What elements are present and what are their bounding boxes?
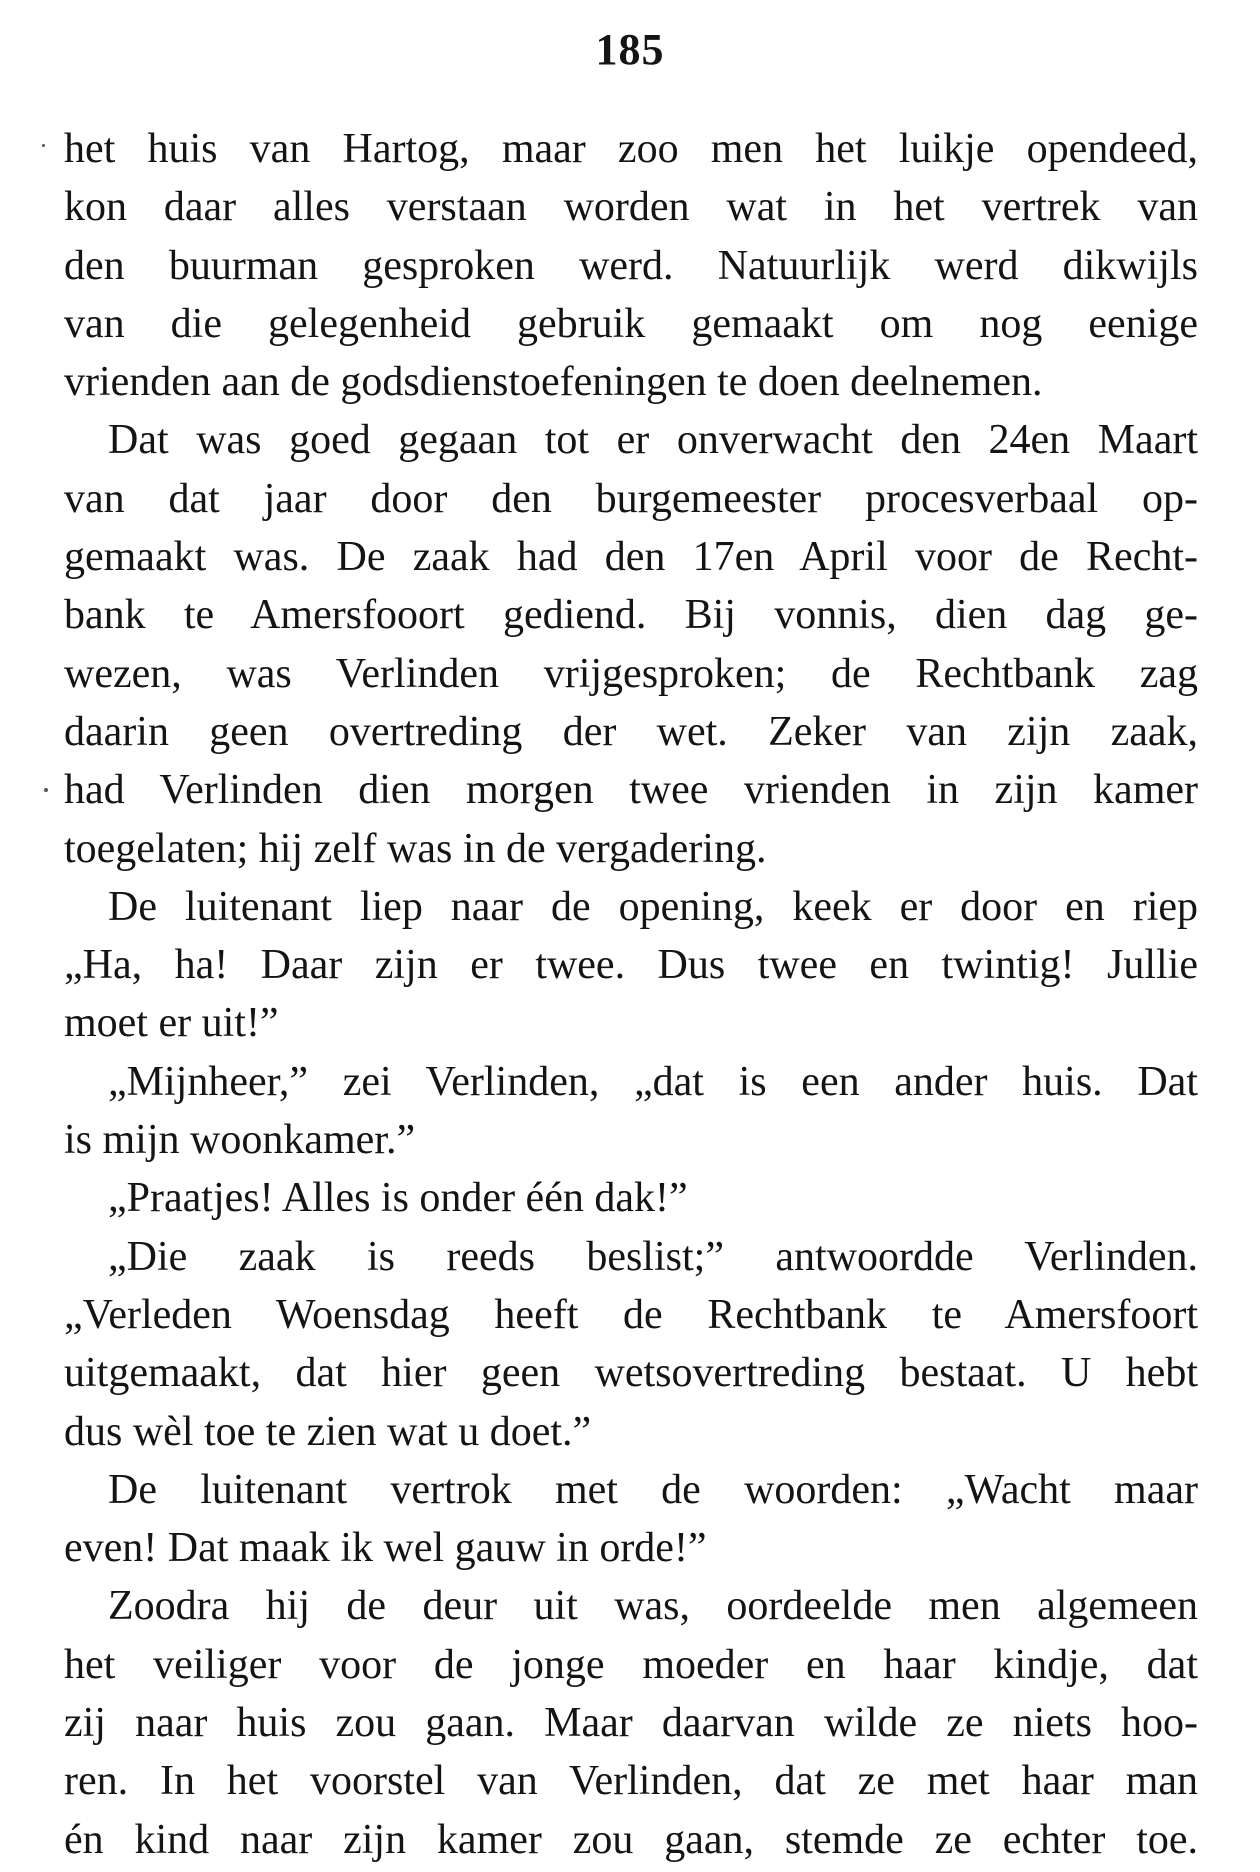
text-line: had Verlinden dien morgen twee vrienden in zijn kamer (64, 767, 1198, 814)
text-line: dus wèl toe te zien wat u doet.” (64, 1408, 592, 1455)
text-line: moet er uit!” (64, 1000, 279, 1047)
text-line: bank te Amersfooort gediend. Bij vonnis, dien dag ge- (64, 592, 1198, 639)
text-line: van die gelegenheid gebruik gemaakt om nog eenige (64, 300, 1198, 347)
text-line: De luitenant vertrok met de woorden: „Wacht maar (108, 1466, 1198, 1513)
text-line: den buurman gesproken werd. Natuurlijk werd dikwijls (64, 242, 1198, 289)
page-number: 185 (595, 25, 665, 74)
text-line: De luitenant liep naar de opening, keek er door en riep (108, 883, 1198, 930)
text-line: kon daar alles verstaan worden wat in het vertrek van (64, 184, 1198, 231)
text-line: daarin geen overtreding der wet. Zeker van zijn zaak, (64, 708, 1198, 755)
text-line: is mijn woonkamer.” (64, 1117, 416, 1164)
text-line: zij naar huis zou gaan. Maar daarvan wilde ze niets hoo- (64, 1700, 1198, 1747)
text-line: „Mijnheer,” zei Verlinden, „dat is een ander huis. Dat (108, 1058, 1198, 1105)
text-line: „Praatjes! Alles is onder één dak!” (108, 1175, 688, 1222)
text-line: uitgemaakt, dat hier geen wetsovertreding bestaat. U hebt (64, 1350, 1198, 1397)
text-line: Dat was goed gegaan tot er onverwacht den 24en Maart (108, 417, 1198, 464)
body-text (64, 120, 1198, 1869)
text-line: ren. In het voorstel van Verlinden, dat ze met haar man (64, 1758, 1198, 1805)
text-line: even! Dat maak ik wel gauw in orde!” (64, 1525, 707, 1572)
text-line: „Ha, ha! Daar zijn er twee. Dus twee en twintig! Jullie (64, 942, 1198, 989)
scan-speck (42, 144, 45, 147)
text-line: „Verleden Woensdag heeft de Rechtbank te Amersfoort (64, 1291, 1198, 1338)
text-line: „Die zaak is reeds beslist;” antwoordde Verlinden. (108, 1233, 1198, 1280)
text-line: wezen, was Verlinden vrijgesproken; de Rechtbank zag (64, 650, 1198, 697)
text-line: het huis van Hartog, maar zoo men het luikje opendeed, (64, 126, 1198, 172)
text-line: vrienden aan de godsdienstoefeningen te doen deelnemen. (64, 359, 1043, 406)
text-line: Zoodra hij de deur uit was, oordeelde men algemeen (108, 1583, 1198, 1630)
text-line: gemaakt was. De zaak had den 17en April voor de Recht- (64, 534, 1198, 581)
scan-speck (44, 788, 48, 792)
text-line: van dat jaar door den burgemeester procesverbaal op- (64, 475, 1198, 522)
text-line: toegelaten; hij zelf was in de vergadering. (64, 825, 767, 872)
text-line: het veiliger voor de jonge moeder en haar kindje, dat (64, 1641, 1198, 1688)
text-line: én kind naar zijn kamer zou gaan, stemde ze echter toe. (64, 1816, 1198, 1863)
